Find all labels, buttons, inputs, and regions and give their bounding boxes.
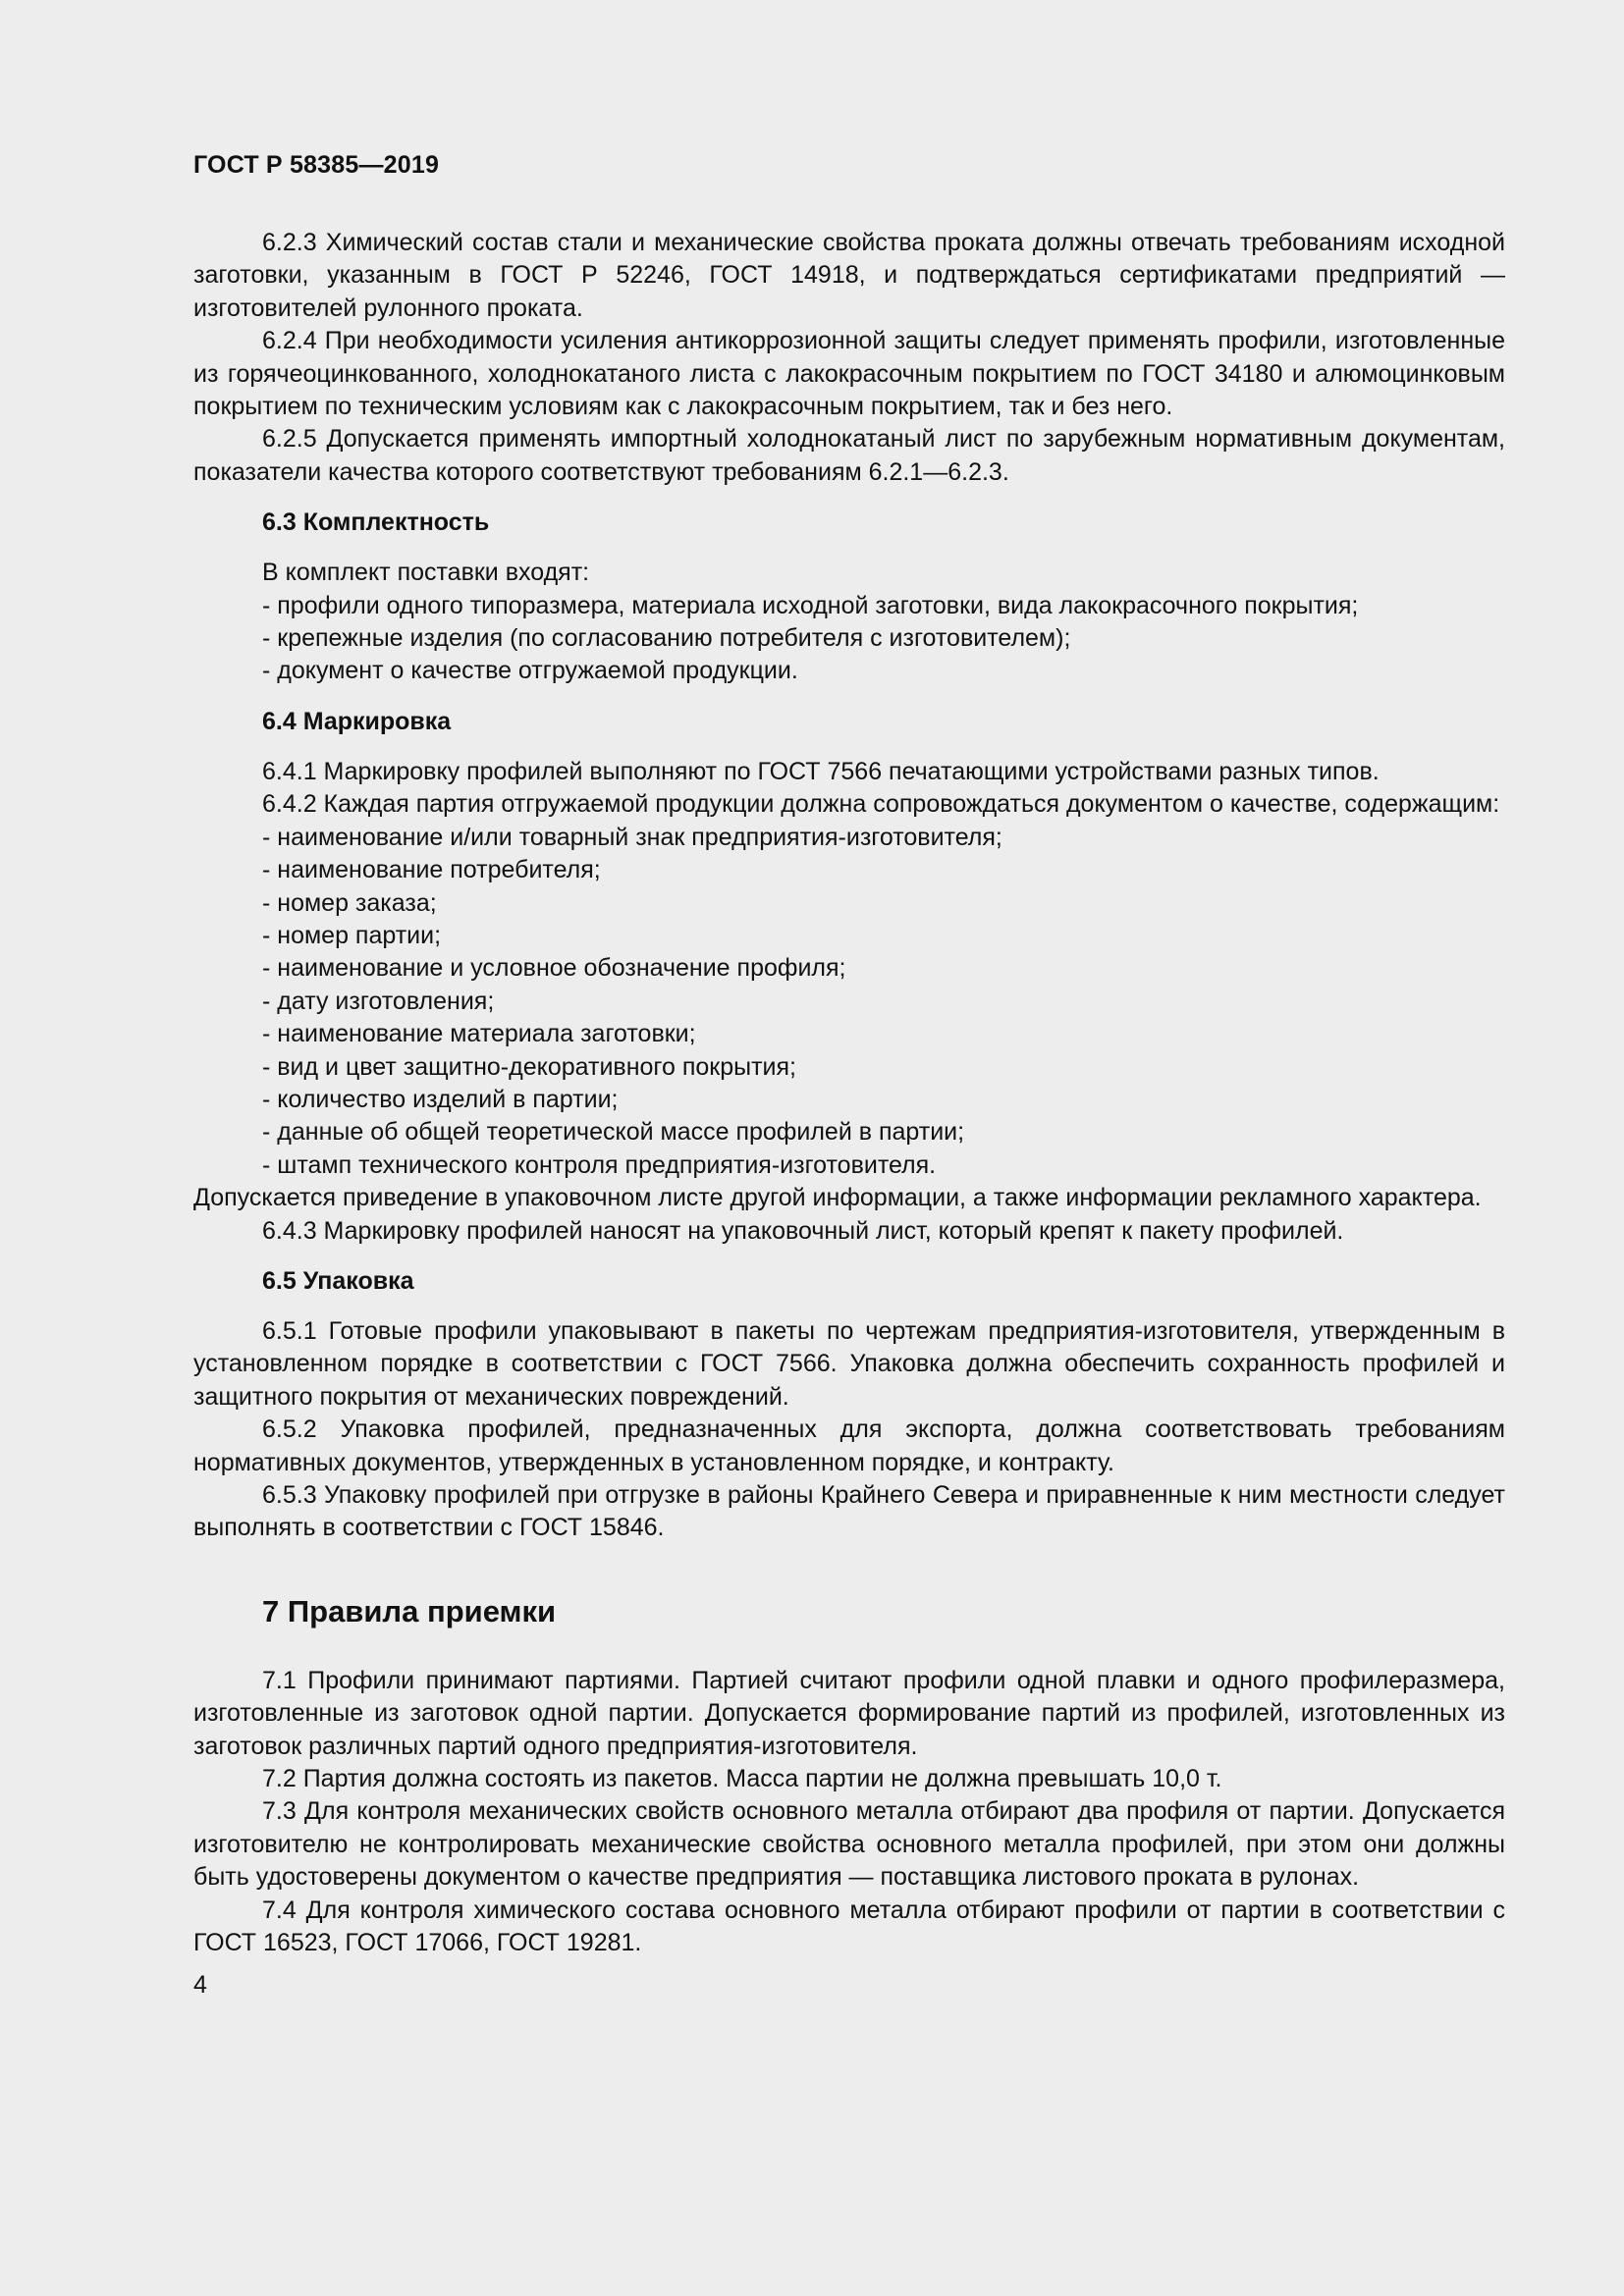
list-item: - номер заказа; [262, 888, 437, 917]
subsection-heading-6-4: 6.4 Маркировка [262, 707, 452, 735]
completeness-intro: В комплект поставки входят: [262, 559, 590, 587]
paragraph-6-4-3: 6.4.3 Маркировку профилей наносят на упаковочный лист, который крепят к пакету профилей. [262, 1216, 1344, 1245]
marking-note: Допускается приведение в упаковочном листе другой информации, а также информации рекламного характера. [193, 1184, 1482, 1212]
paragraph-6-5-1: 6.5.1 Готовые профили упаковывают в пакеты по чертежам предприятия-изготовителя, утвержденным в установленном порядке в соответствии с ГОСТ 7566. Упаковка должна обеспечить сохранность профилей и защитного покрытия от механических повреждений. [193, 1316, 1505, 1411]
paragraph-6-4-1: 6.4.1 Маркировку профилей выполняют по ГОСТ 7566 печатающими устройствами разных типов. [262, 757, 1380, 785]
list-item: - количество изделий в партии; [262, 1085, 619, 1113]
list-item: - данные об общей теоретической массе профилей в партии; [262, 1118, 965, 1147]
list-item: - наименование и/или товарный знак предприятия-изготовителя; [262, 823, 1002, 851]
paragraph-7-4: 7.4 Для контроля химического состава основного металла отбирают профили от партии в соответствии с ГОСТ 16523, ГОСТ 17066, ГОСТ 19281. [193, 1896, 1505, 1957]
paragraph-6-4-2: 6.4.2 Каждая партия отгружаемой продукции должна сопровождаться документом о качестве, содержащим: [262, 790, 1500, 819]
list-item: - штамп технического контроля предприятия-изготовителя. [262, 1150, 937, 1179]
list-item: - номер партии; [262, 921, 442, 949]
list-item: - крепежные изделия (по согласованию потребителя с изготовителем); [262, 624, 1071, 653]
paragraph-6-5-3: 6.5.3 Упаковку профилей при отгрузке в районы Крайнего Севера и приравненные к ним местности следует выполнять в соответствии с ГОСТ 15846. [193, 1481, 1505, 1542]
list-item: - документ о качестве отгружаемой продукции. [262, 657, 798, 685]
paragraph-6-5-2: 6.5.2 Упаковка профилей, предназначенных для экспорта, должна соответствовать требованиям нормативных документов, утвержденных в установленном порядке, и контракту. [193, 1415, 1505, 1476]
paragraph-7-2: 7.2 Партия должна состоять из пакетов. Масса партии не должна превышать 10,0 т. [262, 1765, 1222, 1793]
paragraph-6-2-5: 6.2.5 Допускается применять импортный холоднокатаный лист по зарубежным нормативным документам, показатели качества которого соответствуют требованиям 6.2.1—6.2.3. [193, 425, 1505, 486]
list-item: - наименование и условное обозначение профиля; [262, 954, 846, 983]
paragraph-6-2-4: 6.2.4 При необходимости усиления антикоррозионной защиты следует применять профили, изготовленные из горячеоцинкованного, холоднокатаного листа с лакокрасочным покрытием по ГОСТ 34180 и алюмоцинковым покрытием по техническим условиям как с лакокрасочным покрытием, так и без него. [193, 327, 1505, 421]
section-heading-7: 7 Правила приемки [262, 1593, 557, 1629]
list-item: - наименование потребителя; [262, 856, 601, 884]
list-item: - дату изготовления; [262, 987, 495, 1015]
document-page [193, 147, 1505, 2002]
paragraph-7-3: 7.3 Для контроля механических свойств основного металла отбирают два профиля от партии. Допускается изготовителю не контролировать механические свойства основного металла профилей, при этом они должны быть удостоверены документом о качестве предприятия — поставщика листового проката в рулонах. [193, 1797, 1505, 1892]
paragraph-7-1: 7.1 Профили принимают партиями. Партией считают профили одной плавки и одного профилеразмера, изготовленные из заготовок одной партии. Допускается формирование партий из профилей, изготовленных из заготовок различных партий одного предприятия-изготовителя. [193, 1666, 1505, 1760]
document-header: ГОСТ Р 58385—2019 [193, 151, 440, 179]
list-item: - вид и цвет защитно-декоративного покрытия; [262, 1052, 796, 1081]
subsection-heading-6-3: 6.3 Комплектность [262, 508, 490, 537]
subsection-heading-6-5: 6.5 Упаковка [262, 1266, 414, 1295]
list-item: - профили одного типоразмера, материала исходной заготовки, вида лакокрасочного покрытия; [262, 591, 1359, 619]
paragraph-6-2-3: 6.2.3 Химический состав стали и механические свойства проката должны отвечать требованиям исходной заготовки, указанным в ГОСТ Р 52246, ГОСТ 14918, и подтверждаться сертификатами предприятий — изготовителей рулонного проката. [193, 229, 1505, 322]
page-number: 4 [193, 1971, 207, 2000]
list-item: - наименование материала заготовки; [262, 1020, 696, 1048]
